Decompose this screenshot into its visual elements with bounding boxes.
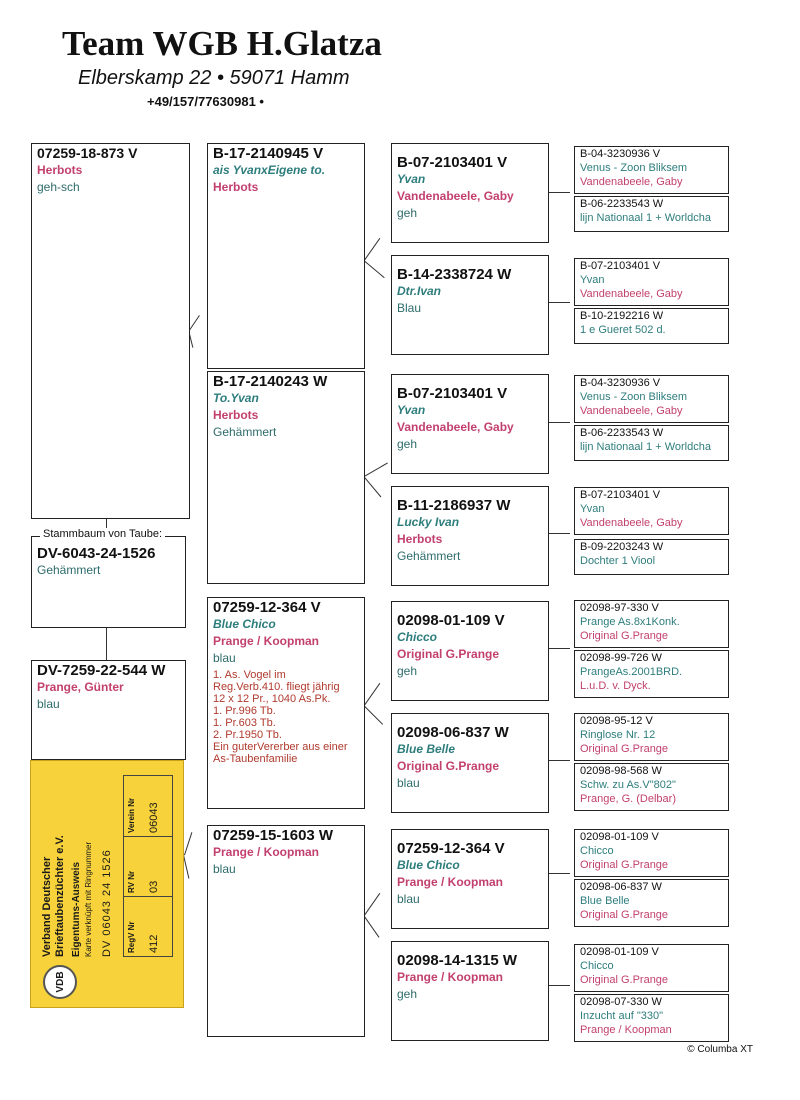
pedigree-gen4-5 — [574, 375, 729, 423]
owner-name: Vandenabeele, Gaby — [397, 189, 514, 203]
pedigree-gen4-10 — [574, 650, 729, 698]
subject-legend: Stammbaum von Taube: — [40, 528, 165, 540]
connector-line — [189, 315, 200, 330]
ring-number: 07259-15-1603 W — [213, 827, 334, 844]
pigeon-nickname: Schw. zu As.V"802" — [580, 779, 676, 791]
connector-line — [363, 915, 379, 938]
rv-label: RV Nr — [127, 870, 136, 893]
ring-number: B-17-2140243 W — [213, 373, 328, 390]
owner-name: Original G.Prange — [397, 759, 500, 773]
ring-number: 07259-12-364 V — [397, 840, 505, 857]
ring-number: 02098-95-12 V — [580, 715, 653, 727]
owner-name: Vandenabeele, Gaby — [580, 288, 683, 300]
pigeon-color: geh — [397, 664, 418, 678]
breeder-phone: +49/157/77630981 • — [147, 94, 264, 109]
breeder-address: Elberskamp 22 • 59071 Hamm — [78, 67, 350, 89]
owner-name: Original G.Prange — [580, 743, 669, 755]
ring-number: 02098-14-1315 W — [397, 952, 518, 969]
pigeon-nickname: 1 e Gueret 502 d. — [580, 324, 666, 336]
owner-name: Herbots — [213, 408, 259, 422]
pigeon-color: Gehämmert — [213, 425, 277, 439]
connector-line — [363, 705, 383, 725]
subject-color: Gehämmert — [37, 563, 101, 577]
pigeon-nickname: Blue Belle — [580, 895, 630, 907]
ring-number: 07259-18-873 V — [37, 145, 138, 161]
regv-value: 412 — [148, 934, 160, 953]
pedigree-gen4-1 — [574, 146, 729, 194]
ring-number: 02098-01-109 V — [580, 831, 659, 843]
pigeon-nickname: Lucky Ivan — [397, 515, 460, 529]
connector-line — [363, 476, 381, 497]
owner-name: L.u.D. v. Dyck. — [580, 680, 651, 692]
pedigree-gen3-6 — [391, 713, 549, 813]
pigeon-color: blau — [213, 651, 236, 665]
owner-name: Prange / Koopman — [397, 875, 504, 889]
regv-cell — [124, 896, 172, 956]
pedigree-gen3-2 — [391, 255, 549, 355]
ring-number: 02098-97-330 V — [580, 602, 659, 614]
pigeon-nickname: Dtr.Ivan — [397, 284, 442, 298]
connector-line — [364, 238, 380, 261]
owner-name: Original G.Prange — [580, 630, 669, 642]
ownership-card-content — [31, 761, 185, 1009]
pigeon-nickname: To.Yvan — [213, 391, 259, 405]
pigeon-nickname: Venus - Zoon Bliksem — [580, 391, 687, 403]
ring-number: 02098-01-109 V — [397, 612, 505, 629]
ring-number: B-10-2192216 W — [580, 310, 664, 322]
association-logo: VDB — [43, 965, 77, 999]
pigeon-nickname: Blue Chico — [213, 617, 276, 631]
ring-number: 02098-98-568 W — [580, 765, 662, 777]
pigeon-nickname: Blue Chico — [397, 858, 460, 872]
ring-number: 02098-07-330 W — [580, 996, 662, 1008]
pedigree-father — [31, 143, 190, 519]
remark-line: Ein guterVererber aus einer — [213, 741, 348, 753]
rv-value: 03 — [148, 880, 160, 893]
pedigree-gen4-8 — [574, 539, 729, 575]
pedigree-gen3-1 — [391, 143, 549, 243]
pedigree-gen4-16 — [574, 994, 729, 1042]
connector-line — [364, 683, 380, 706]
association-name-line-1: Verband Deutscher — [41, 856, 53, 957]
ring-number: B-07-2103401 V — [397, 154, 508, 171]
pigeon-color: geh — [397, 987, 418, 1001]
pigeon-nickname: Chicco — [580, 960, 614, 972]
pedigree-gen2-mf — [207, 597, 365, 809]
connector-line — [548, 302, 570, 303]
owner-name: Prange / Koopman — [397, 970, 504, 984]
pigeon-color: blau — [213, 862, 236, 876]
owner-name: Original G.Prange — [580, 974, 669, 986]
connector-line — [548, 985, 570, 986]
owner-name: Herbots — [397, 532, 443, 546]
owner-name: Prange, G. (Delbar) — [580, 793, 676, 805]
pedigree-gen4-7 — [574, 487, 729, 535]
pedigree-gen4-11 — [574, 713, 729, 761]
owner-name: Vandenabeele, Gaby — [397, 420, 514, 434]
owner-name: Original G.Prange — [397, 647, 500, 661]
pedigree-gen3-4 — [391, 486, 549, 586]
pigeon-color: blau — [397, 892, 420, 906]
remark-line: 1. As. Vogel im — [213, 669, 286, 681]
breeder-name: Team WGB H.Glatza — [62, 24, 382, 63]
pedigree-gen3-5 — [391, 601, 549, 701]
card-title: Eigentums-Ausweis — [71, 861, 82, 957]
pedigree-gen4-15 — [574, 944, 729, 992]
remark-line: As-Taubenfamilie — [213, 753, 298, 765]
connector-line — [548, 422, 570, 423]
pigeon-nickname: Blue Belle — [397, 742, 456, 756]
ring-number: B-09-2203243 W — [580, 541, 664, 553]
ring-number: B-17-2140945 V — [213, 145, 324, 162]
owner-name: Prange / Koopman — [213, 634, 320, 648]
pedigree-gen4-2 — [574, 196, 729, 232]
connector-line — [364, 463, 388, 477]
pigeon-nickname: Yvan — [580, 274, 605, 286]
pigeon-color: Gehämmert — [397, 549, 461, 563]
owner-name: Vandenabeele, Gaby — [580, 176, 683, 188]
pedigree-gen4-14 — [574, 879, 729, 927]
pigeon-nickname: lijn Nationaal 1 + Worldcha — [580, 441, 711, 453]
pedigree-gen2-ff — [207, 143, 365, 369]
remark-line: 12 x 12 Pr., 1040 As.Pk. — [213, 693, 331, 705]
pedigree-gen4-3 — [574, 258, 729, 306]
connector-line — [548, 533, 570, 534]
connector-line — [364, 893, 380, 916]
pigeon-color: geh — [397, 437, 418, 451]
ownership-card — [30, 760, 184, 1008]
ring-number: 02098-06-837 W — [397, 724, 509, 741]
connector-line — [548, 760, 570, 761]
pedigree-mother — [31, 660, 186, 760]
pigeon-nickname: Inzucht auf "330" — [580, 1010, 664, 1022]
pedigree-gen4-9 — [574, 600, 729, 648]
pigeon-nickname: Yvan — [397, 403, 426, 417]
verein-value: 06043 — [148, 802, 160, 833]
pigeon-color: blau — [397, 776, 420, 790]
remark-line: 1. Pr.603 Tb. — [213, 717, 276, 729]
pigeon-nickname: lijn Nationaal 1 + Worldcha — [580, 212, 711, 224]
card-ring-number: DV 06043 24 1526 — [101, 849, 113, 957]
software-credit: © Columba XT — [687, 1044, 753, 1055]
pigeon-color: geh — [397, 206, 418, 220]
pedigree-gen2-fm — [207, 371, 365, 584]
owner-name: Prange / Koopman — [213, 845, 320, 859]
ring-number: B-06-2233543 W — [580, 198, 664, 210]
remark-line: 1. Pr.996 Tb. — [213, 705, 276, 717]
connector-line — [548, 648, 570, 649]
connector-line — [548, 192, 570, 193]
ring-number: B-07-2103401 V — [397, 385, 508, 402]
ring-number: B-04-3230936 V — [580, 377, 661, 389]
pedigree-gen3-3 — [391, 374, 549, 474]
pigeon-nickname: Chicco — [580, 845, 614, 857]
ring-number: B-06-2233543 W — [580, 427, 664, 439]
verein-cell — [124, 776, 172, 836]
subject-ring-number: DV-6043-24-1526 — [37, 545, 156, 562]
connector-line — [184, 832, 192, 855]
card-subtitle: Karte verknüpft mit Ringnummer — [84, 841, 93, 957]
owner-name: Prange / Koopman — [580, 1024, 672, 1036]
ring-number: DV-7259-22-544 W — [37, 662, 166, 679]
pedigree-gen4-13 — [574, 829, 729, 877]
association-name-line-2: Brieftaubenzüchter e.V. — [54, 835, 66, 957]
ring-number: B-11-2186937 W — [397, 497, 511, 514]
pedigree-gen3-8 — [391, 941, 549, 1041]
pigeon-nickname: Yvan — [580, 503, 605, 515]
pedigree-subject — [31, 536, 186, 628]
ring-number: B-07-2103401 V — [580, 489, 661, 501]
pigeon-nickname: Yvan — [397, 172, 426, 186]
pedigree-gen4-4 — [574, 308, 729, 344]
remark-line: Reg.Verb.410. fliegt jährig — [213, 681, 340, 693]
association-name — [41, 835, 67, 957]
pigeon-nickname: Dochter 1 Viool — [580, 555, 656, 567]
owner-name: Vandenabeele, Gaby — [580, 517, 683, 529]
pigeon-nickname: Chicco — [397, 630, 438, 644]
ring-number: 02098-99-726 W — [580, 652, 662, 664]
pigeon-color: geh-sch — [37, 180, 80, 194]
owner-name: Herbots — [213, 180, 259, 194]
owner-name: Herbots — [37, 163, 83, 177]
pigeon-nickname: ais YvanxEigene to. — [213, 163, 326, 177]
owner-name: Original G.Prange — [580, 909, 669, 921]
connector-line — [363, 260, 384, 278]
connector-line — [548, 873, 570, 874]
remark-line: 2. Pr.1950 Tb. — [213, 729, 282, 741]
pigeon-color: blau — [37, 697, 60, 711]
owner-name: Vandenabeele, Gaby — [580, 405, 683, 417]
owner-name: Prange, Günter — [37, 680, 124, 694]
pedigree-gen3-7 — [391, 829, 549, 929]
ring-number: B-14-2338724 W — [397, 266, 512, 283]
pigeon-remarks — [213, 669, 359, 765]
regv-label: RegV Nr — [127, 921, 136, 953]
pigeon-nickname: PrangeAs.2001BRD. — [580, 666, 683, 678]
pigeon-nickname: Venus - Zoon Bliksem — [580, 162, 687, 174]
ring-number: 02098-06-837 W — [580, 881, 662, 893]
ring-number: 07259-12-364 V — [213, 599, 321, 616]
ring-number: B-07-2103401 V — [580, 260, 661, 272]
connector-line — [106, 628, 107, 660]
ring-number: B-04-3230936 V — [580, 148, 661, 160]
owner-name: Original G.Prange — [580, 859, 669, 871]
pigeon-nickname: Prange As.8x1Konk. — [580, 616, 680, 628]
pedigree-gen4-12 — [574, 763, 729, 811]
ring-number: 02098-01-109 V — [580, 946, 659, 958]
rv-cell — [124, 836, 172, 896]
verein-label: Verein Nr — [127, 797, 136, 833]
pigeon-color: Blau — [397, 301, 422, 315]
card-number-table — [123, 775, 173, 957]
pedigree-gen2-mm — [207, 825, 365, 1037]
pigeon-nickname: Ringlose Nr. 12 — [580, 729, 656, 741]
pedigree-gen4-6 — [574, 425, 729, 461]
